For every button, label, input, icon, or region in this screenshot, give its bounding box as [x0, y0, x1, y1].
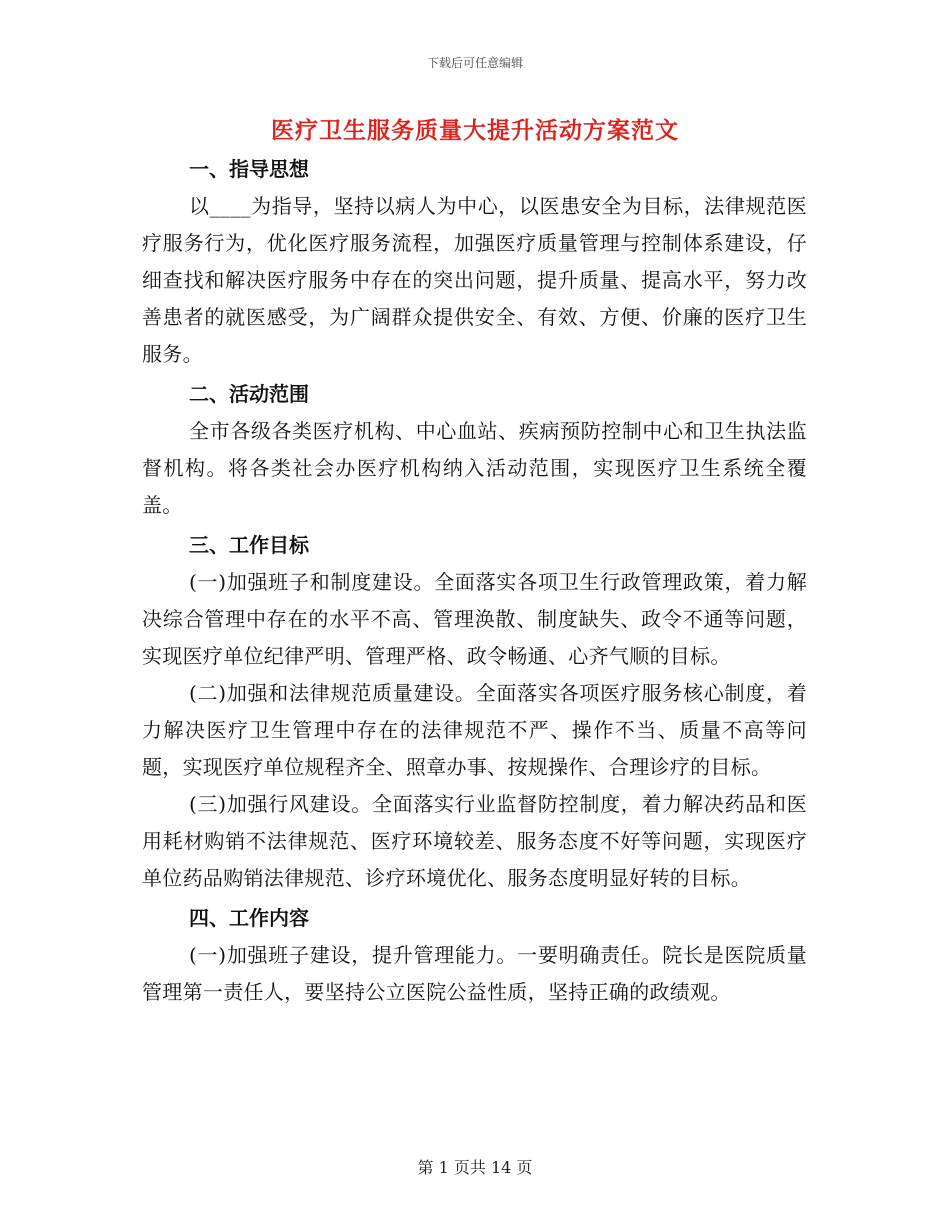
section-heading: 二、活动范围 [189, 382, 309, 406]
section-heading: 四、工作内容 [189, 906, 309, 930]
section-heading: 一、指导思想 [189, 157, 309, 181]
document-title: 医疗卫生服务质量大提升活动方案范文 [271, 117, 679, 144]
section-work-goals [142, 526, 807, 897]
header-note: 下载后可任意编辑 [426, 56, 523, 70]
paragraph: (二)加强和法律规范质量建设。全面落实各项医疗服务核心制度，着力解决医疗卫生管理中存在的法律规范不严、操作不当、质量不高等问题，实现医疗单位规程齐全、照章办事、按规操作、合理诊疗的目标。 [142, 681, 807, 779]
section-heading: 三、工作目标 [189, 533, 309, 557]
paragraph: 全市各级各类医疗机构、中心血站、疾病预防控制中心和卫生执法监督机构。将各类社会办医疗机构纳入活动范围，实现医疗卫生系统全覆盖。 [142, 419, 807, 517]
paragraph: (三)加强行风建设。全面落实行业监督防控制度，着力解决药品和医用耗材购销不法律规范、医疗环境较差、服务态度不好等问题，实现医疗单位药品购销法律规范、诊疗环境优化、服务态度明显好转的目标。 [142, 792, 807, 890]
paragraph: 以____为指导，坚持以病人为中心，以医患安全为目标，法律规范医疗服务行为，优化医疗服务流程，加强医疗质量管理与控制体系建设，仔细查找和解决医疗服务中存在的突出问题，提升质量、提高水平，努力改善患者的就医感受，为广阔群众提供安全、有效、方便、价廉的医疗卫生服务。 [142, 194, 807, 366]
document-body [142, 150, 807, 1011]
paragraph: (一)加强班子建设，提升管理能力。一要明确责任。院长是医院质量管理第一责任人，要坚持公立医院公益性质，坚持正确的政绩观。 [142, 943, 807, 1004]
page-number: 第 1 页共 14 页 [417, 1158, 533, 1177]
paragraph: (一)加强班子和制度建设。全面落实各项卫生行政管理政策，着力解决综合管理中存在的水平不高、管理涣散、制度缺失、政令不通等问题，实现医疗单位纪律严明、管理严格、政令畅通、心齐气顺的目标。 [142, 570, 807, 668]
section-activity-scope [142, 375, 807, 524]
section-work-content [142, 899, 807, 1011]
section-guiding-thought [142, 150, 807, 373]
